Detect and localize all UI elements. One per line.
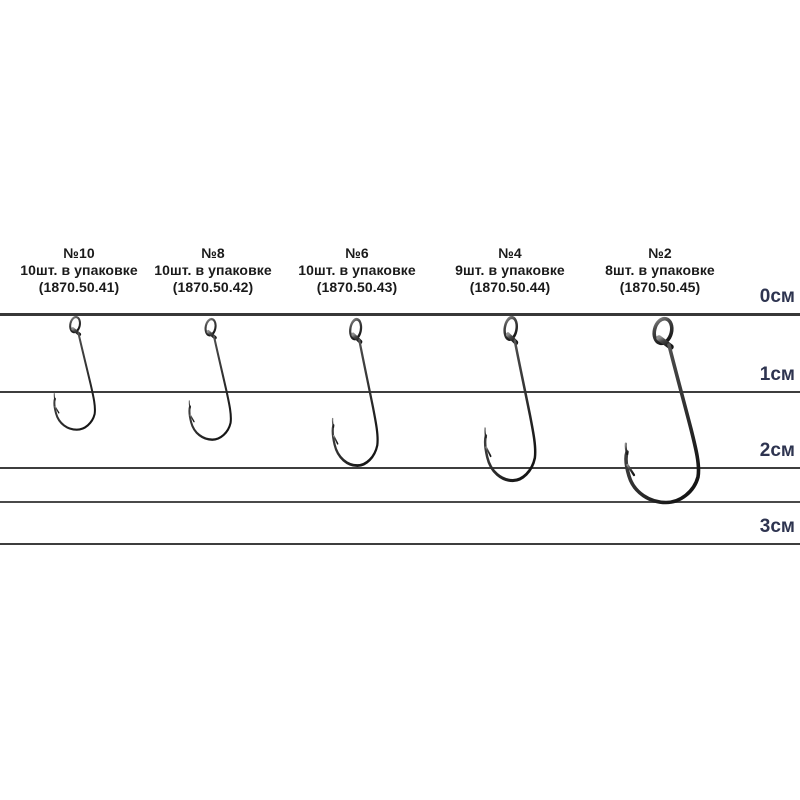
ruler-line-0cm bbox=[0, 313, 800, 316]
hook-article-label: (1870.50.45) bbox=[619, 279, 701, 295]
hook-article-label: (1870.50.44) bbox=[469, 279, 551, 295]
hook-qty-label: 8шт. в упаковке bbox=[605, 262, 715, 278]
ruler-label-0cm: 0см bbox=[759, 286, 795, 307]
hook-qty-label: 10шт. в упаковке bbox=[298, 262, 416, 278]
hook-column-header-no4 bbox=[425, 245, 595, 296]
ruler-label-2cm: 2см bbox=[759, 440, 795, 461]
fishing-hook-illustration-no8 bbox=[186, 318, 234, 440]
hook-size-label: №2 bbox=[648, 245, 672, 261]
hook-qty-label: 10шт. в упаковке bbox=[154, 262, 272, 278]
fishing-hook-illustration-no10 bbox=[51, 316, 98, 430]
hook-article-label: (1870.50.41) bbox=[38, 279, 120, 295]
fishing-hook-illustration-no2 bbox=[620, 317, 704, 503]
hook-size-label: №8 bbox=[201, 245, 225, 261]
hook-size-label: №6 bbox=[345, 245, 369, 261]
ruler-label-3cm: 3см bbox=[759, 516, 795, 537]
hook-size-label: №4 bbox=[498, 245, 522, 261]
ruler-line-3cm bbox=[0, 543, 800, 545]
hook-qty-label: 10шт. в упаковке bbox=[20, 262, 138, 278]
fishing-hook-illustration-no4 bbox=[481, 316, 539, 481]
hook-column-header-no6 bbox=[272, 245, 442, 296]
hook-qty-label: 9шт. в упаковке bbox=[455, 262, 565, 278]
hook-size-label: №10 bbox=[63, 245, 95, 261]
fishing-hook-illustration-no6 bbox=[329, 318, 381, 466]
hook-article-label: (1870.50.43) bbox=[316, 279, 398, 295]
ruler-label-1cm: 1см bbox=[759, 364, 795, 385]
hook-article-label: (1870.50.42) bbox=[172, 279, 254, 295]
